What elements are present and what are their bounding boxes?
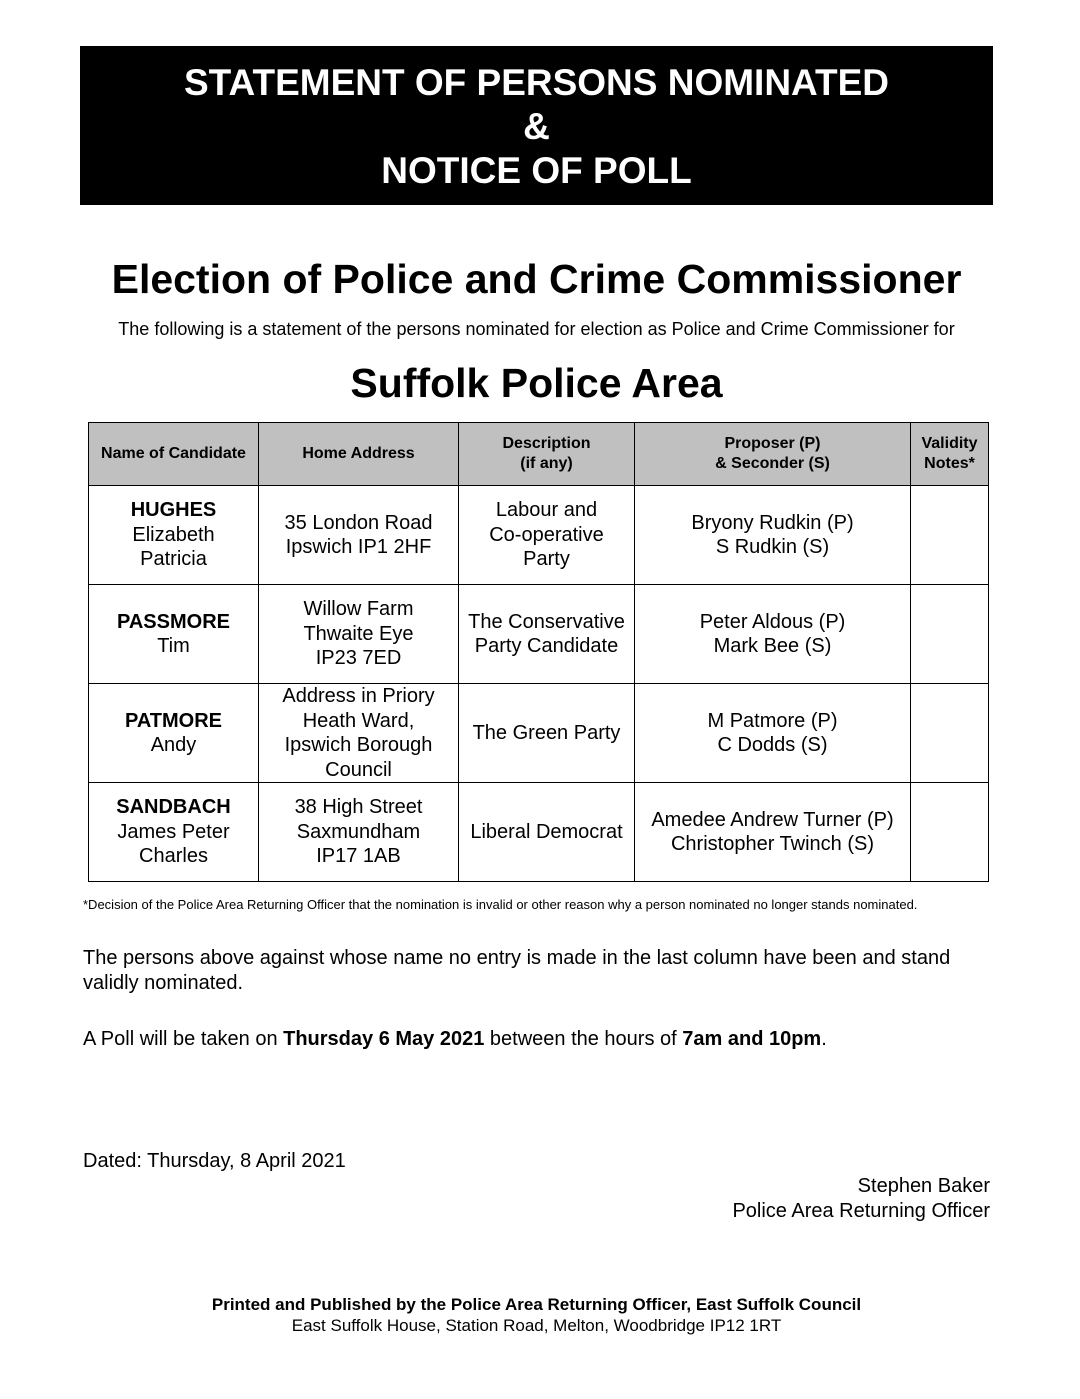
area-title: Suffolk Police Area: [350, 360, 723, 406]
table-header-row: [89, 423, 989, 486]
candidate-name: HUGHES Elizabeth Patricia: [89, 486, 259, 585]
header-address: Home Address: [259, 423, 459, 486]
notice-banner: [80, 46, 993, 205]
table-row: [89, 684, 989, 783]
header-name: Name of Candidate: [89, 423, 259, 486]
candidate-description: The Conservative Party Candidate: [459, 585, 635, 684]
poll-hours: 7am and 10pm: [682, 1028, 822, 1050]
banner-line-1: STATEMENT OF PERSONS NOMINATED: [183, 62, 890, 103]
candidate-validity: [911, 684, 989, 783]
election-title: Election of Police and Crime Commissioner: [111, 256, 962, 302]
candidate-address: Address in Priory Heath Ward, Ipswich Borough Council: [259, 684, 459, 783]
candidate-address: 35 London Road Ipswich IP1 2HF: [259, 486, 459, 585]
intro-text: The following is a statement of the persons nominated for election as Police and Crime Commissioner for: [118, 319, 955, 339]
banner-line-3: NOTICE OF POLL: [381, 150, 692, 191]
candidate-description: Labour and Co-operative Party: [459, 486, 635, 585]
candidate-description: The Green Party: [459, 684, 635, 783]
candidate-validity: [911, 585, 989, 684]
poll-date: Thursday 6 May 2021: [283, 1028, 485, 1050]
table-row: [89, 486, 989, 585]
candidate-proposers: Bryony Rudkin (P) S Rudkin (S): [635, 486, 911, 585]
candidate-description: Liberal Democrat: [459, 783, 635, 882]
candidate-proposers: Amedee Andrew Turner (P) Christopher Twinch (S): [635, 783, 911, 882]
candidate-proposers: Peter Aldous (P) Mark Bee (S): [635, 585, 911, 684]
poll-statement: A Poll will be taken on Thursday 6 May 2021 between the hours of 7am and 10pm.: [83, 1028, 827, 1050]
imprint: [0, 1294, 1073, 1336]
validity-footnote: *Decision of the Police Area Returning Officer that the nomination is invalid or other reason why a person nominated no longer stands nominated.: [83, 897, 918, 912]
imprint-line-2: East Suffolk House, Station Road, Melton, Woodbridge IP12 1RT: [291, 1316, 782, 1335]
candidate-name: SANDBACH James Peter Charles: [89, 783, 259, 882]
candidate-validity: [911, 486, 989, 585]
officer-name: Stephen Baker: [857, 1175, 990, 1197]
candidate-address: 38 High Street Saxmundham IP17 1AB: [259, 783, 459, 882]
table-row: [89, 783, 989, 882]
officer-title: Police Area Returning Officer: [732, 1199, 990, 1222]
dated-line: Dated: Thursday, 8 April 2021: [83, 1150, 346, 1172]
validity-statement: The persons above against whose name no entry is made in the last column have been and stand validly nominated.: [83, 947, 951, 994]
officer-signoff: [732, 1174, 990, 1223]
header-validity: Validity Notes*: [911, 423, 989, 486]
table-row: [89, 585, 989, 684]
candidate-proposers: M Patmore (P) C Dodds (S): [635, 684, 911, 783]
candidate-name: PASSMORE Tim: [89, 585, 259, 684]
candidates-table: [88, 422, 989, 882]
candidate-validity: [911, 783, 989, 882]
header-proposer: Proposer (P) & Seconder (S): [635, 423, 911, 486]
candidate-address: Willow Farm Thwaite Eye IP23 7ED: [259, 585, 459, 684]
candidate-name: PATMORE Andy: [89, 684, 259, 783]
imprint-line-1: Printed and Published by the Police Area Returning Officer, East Suffolk Council: [211, 1295, 862, 1314]
header-description: Description (if any): [459, 423, 635, 486]
banner-line-2: &: [523, 106, 550, 147]
